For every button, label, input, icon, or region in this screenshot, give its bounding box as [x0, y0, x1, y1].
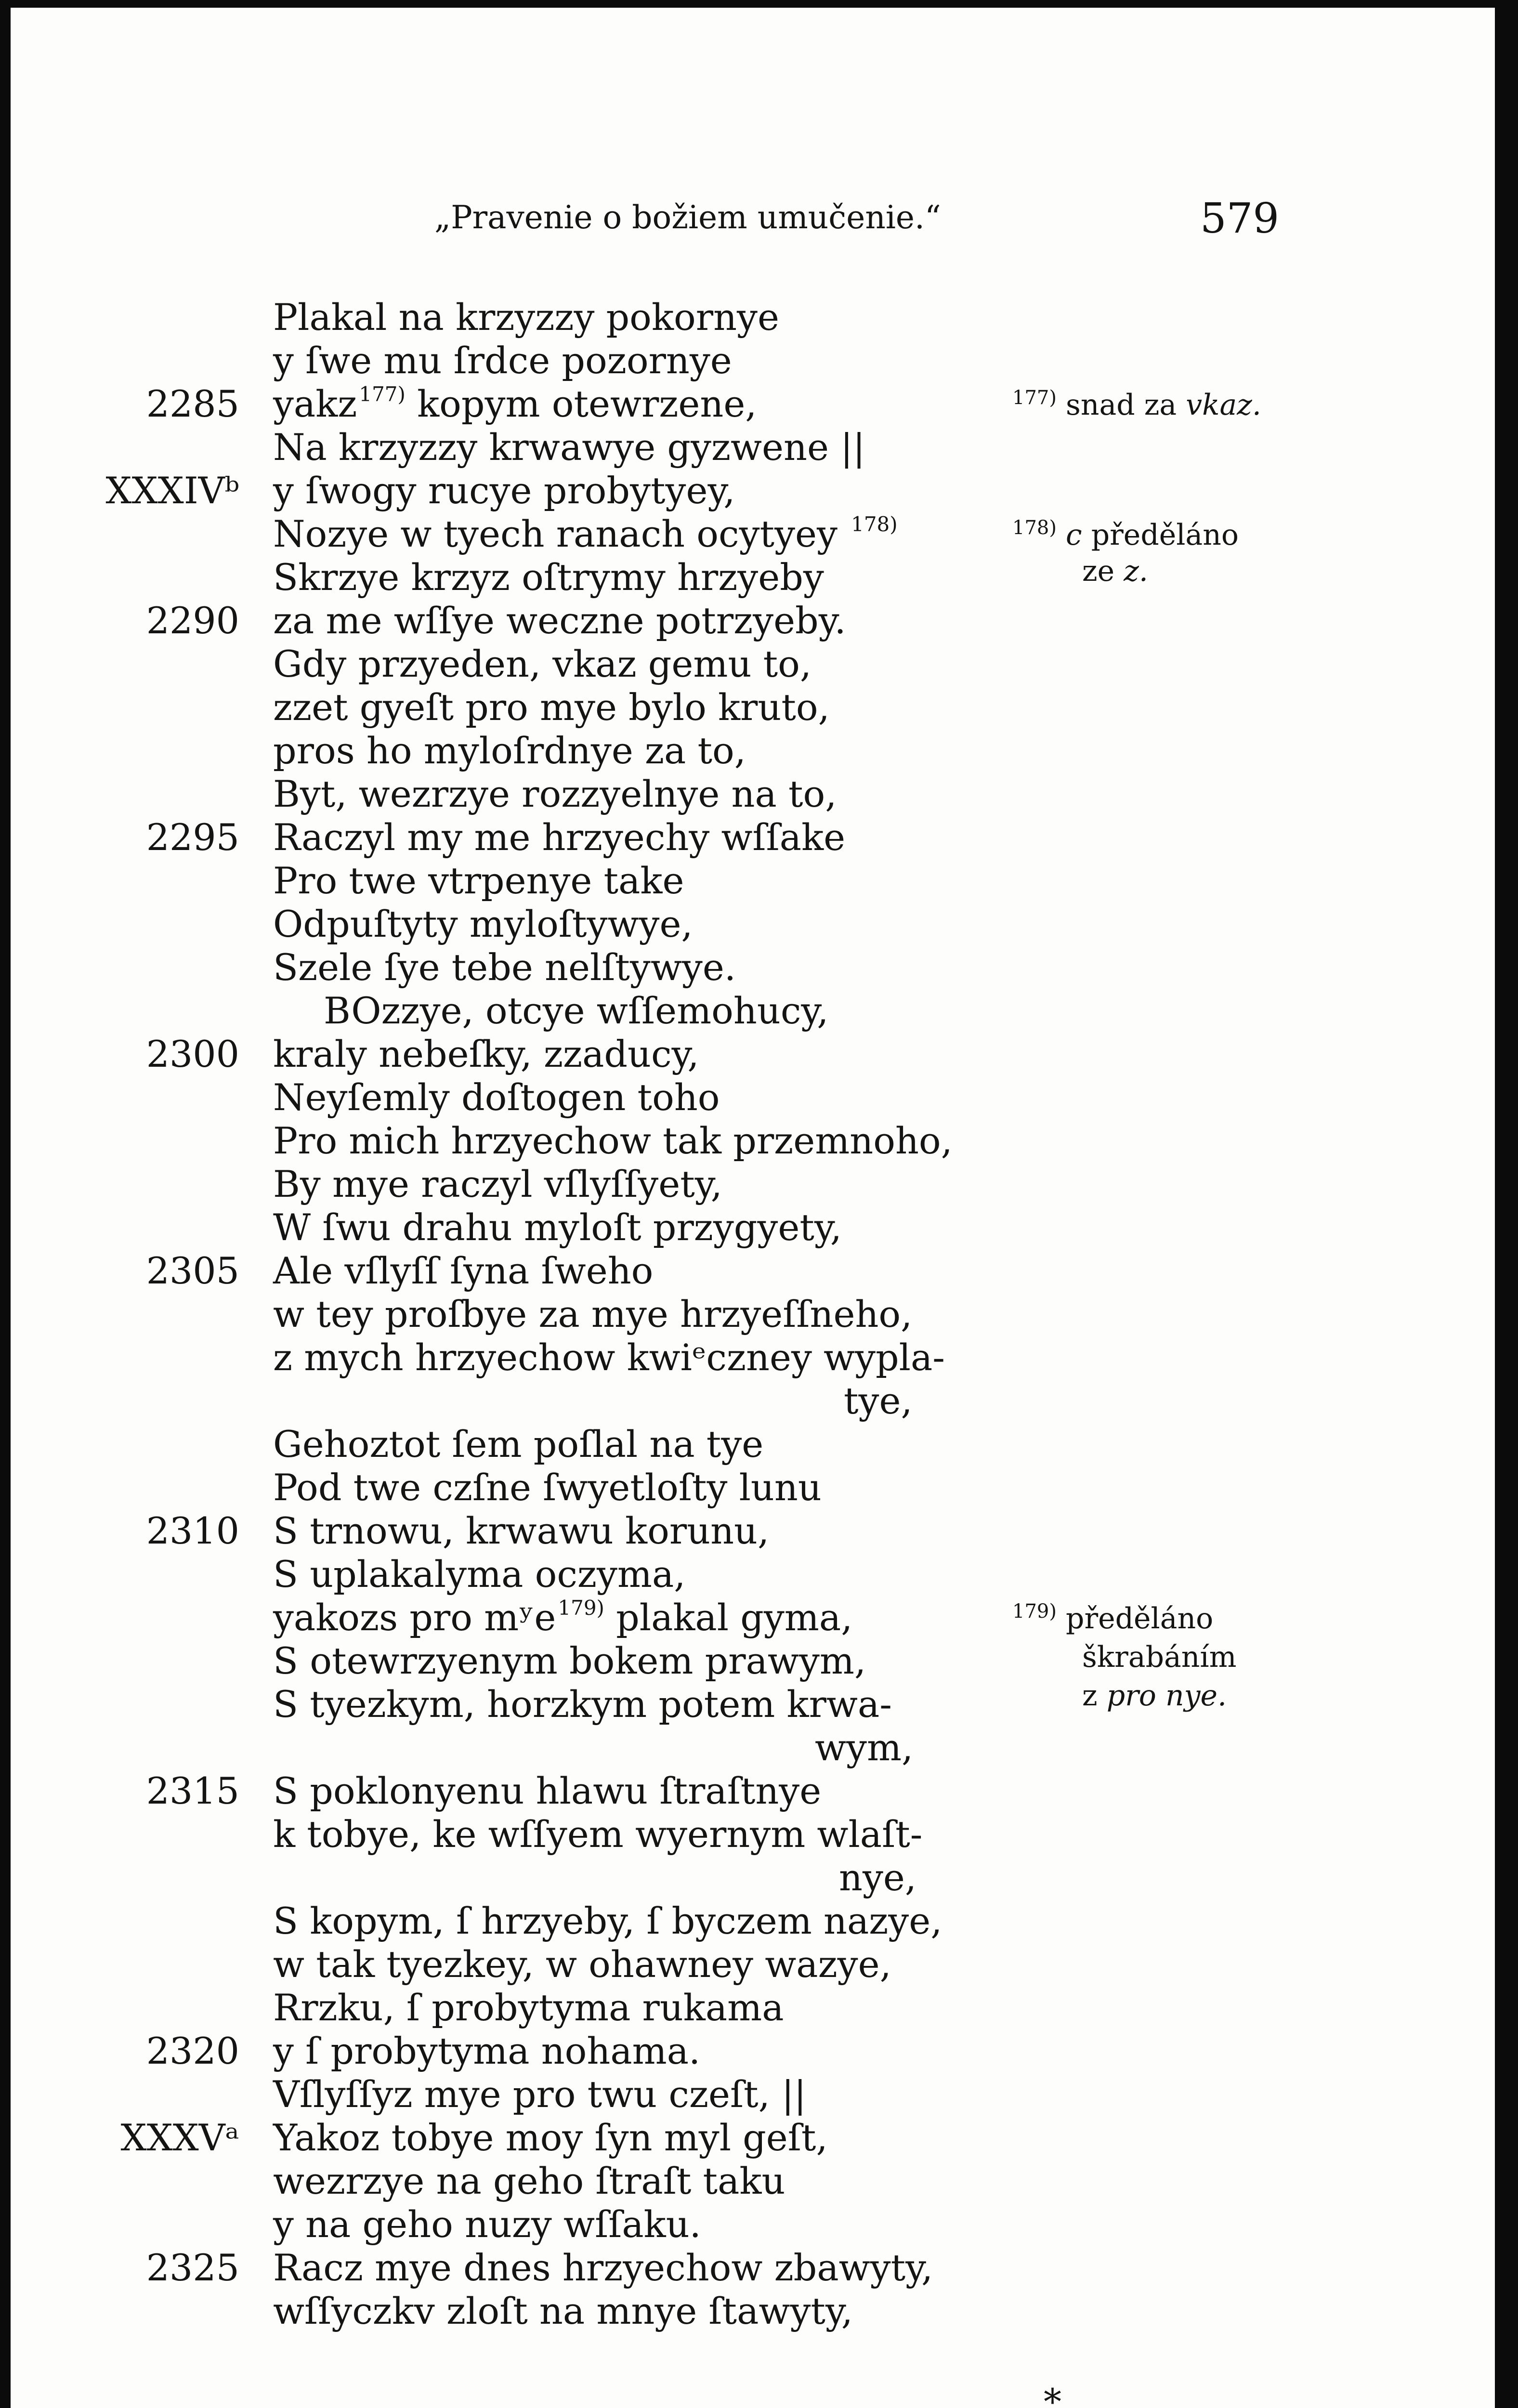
folio-mark: XXXVᵃ: [120, 2116, 239, 2159]
verse-line: Pod twe czſne ſwyetloſty lunu: [273, 1466, 822, 1509]
verse-line: Ale vſlyſſ ſyna ſweho: [273, 1249, 654, 1292]
verse-line: k tobye, ke wſſyem wyernym wlaſt-: [273, 1813, 923, 1856]
verse-line: Pro twe vtrpenye take: [273, 859, 684, 902]
line-number: 2315: [146, 1769, 239, 1812]
verse-line: S kopym, ſ hrzyeby, ſ byczem nazye,: [273, 1899, 942, 1942]
verse-line: By mye raczyl vſlyſſyety,: [273, 1163, 722, 1205]
line-number: 2300: [146, 1033, 239, 1075]
verse-line-continuation: wym,: [815, 1726, 914, 1769]
footnote-179-line3: z pro nye.: [1082, 1679, 1227, 1713]
line-number: 2320: [146, 2029, 239, 2072]
verse-line: Rrzku, ſ probytyma rukama: [273, 1986, 784, 2029]
book-page: [11, 8, 1495, 2408]
verse-line: Pro mich hrzyechow tak przemnoho,: [273, 1119, 953, 1162]
verse-line: S tyezkym, horzkym potem krwa-: [273, 1683, 892, 1726]
verse-line: w tak tyezkey, w ohawney wazye,: [273, 1943, 891, 1986]
line-number: 2310: [146, 1509, 239, 1552]
verse-line: S otewrzyenym bokem prawym,: [273, 1639, 866, 1682]
page-number: 579: [1200, 195, 1280, 243]
verse-line-continuation: nye,: [839, 1856, 917, 1899]
verse-line: za me wſſye weczne potrzyeby.: [273, 599, 846, 642]
footnote-177: $^{177)}$ snad za vkaz.: [1012, 387, 1261, 422]
verse-line: Racz mye dnes hrzyechow zbawyty,: [273, 2246, 933, 2289]
footnote-ref-179: 179): [558, 1596, 604, 1620]
verse-line: Gdy przyeden, vkaz gemu to,: [273, 642, 812, 685]
verse-line: Nozye w tyech ranach ocytyey $^{178)}$: [273, 512, 898, 555]
line-number: 2290: [146, 599, 239, 642]
footnote-179: $^{179)}$ předěláno: [1012, 1600, 1214, 1636]
verse-line-continuation: tye,: [844, 1379, 913, 1422]
verse-line: y ſwogy rucye probytyey,: [273, 469, 735, 512]
verse-line: Odpuſtyty myloſtywye,: [273, 903, 693, 945]
end-asterisk: *: [1044, 2382, 1061, 2408]
verse-line: y ſwe mu ſrdce pozornye: [273, 339, 732, 382]
footnote-ref-178: 178): [851, 512, 898, 536]
line-number: 2325: [146, 2246, 239, 2289]
verse-line: Yakoz tobye moy ſyn myl geſt,: [273, 2116, 828, 2159]
verse-line: W ſwu drahu myloſt przygyety,: [273, 1206, 842, 1249]
verse-line: Raczyl my me hrzyechy wſſake: [273, 816, 846, 859]
verse-line: S uplakalyma oczyma,: [273, 1553, 686, 1596]
verse-line: Byt, wezrzye rozzyelnye na to,: [273, 772, 837, 815]
verse-line: Skrzye krzyz oſtrymy hrzyeby: [273, 556, 824, 599]
verse-line: Vſlyſſyz mye pro twu czeſt, ||: [273, 2073, 807, 2116]
verse-line: y ſ probytyma nohama.: [273, 2029, 701, 2072]
folio-mark: XXXIVᵇ: [105, 469, 239, 512]
line-number: 2305: [146, 1249, 239, 1292]
verse-line: wezrzye na geho ſtraſt taku: [273, 2159, 785, 2202]
verse-line: w tey proſbye za mye hrzyeſſneho,: [273, 1293, 913, 1335]
verse-line: y na geho nuzy wſſaku.: [273, 2203, 701, 2246]
footnote-179-line2: škrabáním: [1082, 1640, 1237, 1674]
verse-line: wſſyczkv zloſt na mnye ſtawyty,: [273, 2290, 853, 2332]
running-title: „Pravenie o božiem umučenie.“: [434, 199, 941, 236]
verse-line: S poklonyenu hlawu ſtraſtnye: [273, 1769, 822, 1812]
footnote-178-line2: ze z.: [1082, 554, 1148, 588]
verse-line: Plakal na krzyzzy pokornye: [273, 296, 779, 339]
line-number: 2285: [146, 382, 239, 425]
verse-line: Szele ſye tebe nelſtywye.: [273, 946, 736, 989]
verse-line: yakz$^{177)}$ kopym otewrzene,: [273, 382, 757, 425]
footnote-178: $^{178)}$ c předěláno: [1012, 517, 1239, 552]
verse-line: kraly nebeſky, zzaducy,: [273, 1033, 699, 1075]
verse-line: Gehoztot ſem poſlal na tye: [273, 1423, 764, 1466]
verse-line: yakozs pro mʸe$^{179)}$ plakal gyma,: [273, 1596, 853, 1639]
verse-line: zzet gyeſt pro mye bylo kruto,: [273, 686, 830, 729]
footnote-ref-177: 177): [359, 382, 406, 406]
verse-line: Na krzyzzy krwawye gyzwene ||: [273, 426, 865, 469]
verse-line: Neyſemly doſtogen toho: [273, 1076, 720, 1119]
verse-line: z mych hrzyechow kwiᵉczney wypla-: [273, 1336, 945, 1379]
verse-line: BOzzye, otcye wſſemohucy,: [324, 989, 829, 1032]
verse-line: pros ho myloſrdnye za to,: [273, 729, 746, 772]
line-number: 2295: [146, 816, 239, 859]
verse-line: S trnowu, krwawu korunu,: [273, 1509, 770, 1552]
